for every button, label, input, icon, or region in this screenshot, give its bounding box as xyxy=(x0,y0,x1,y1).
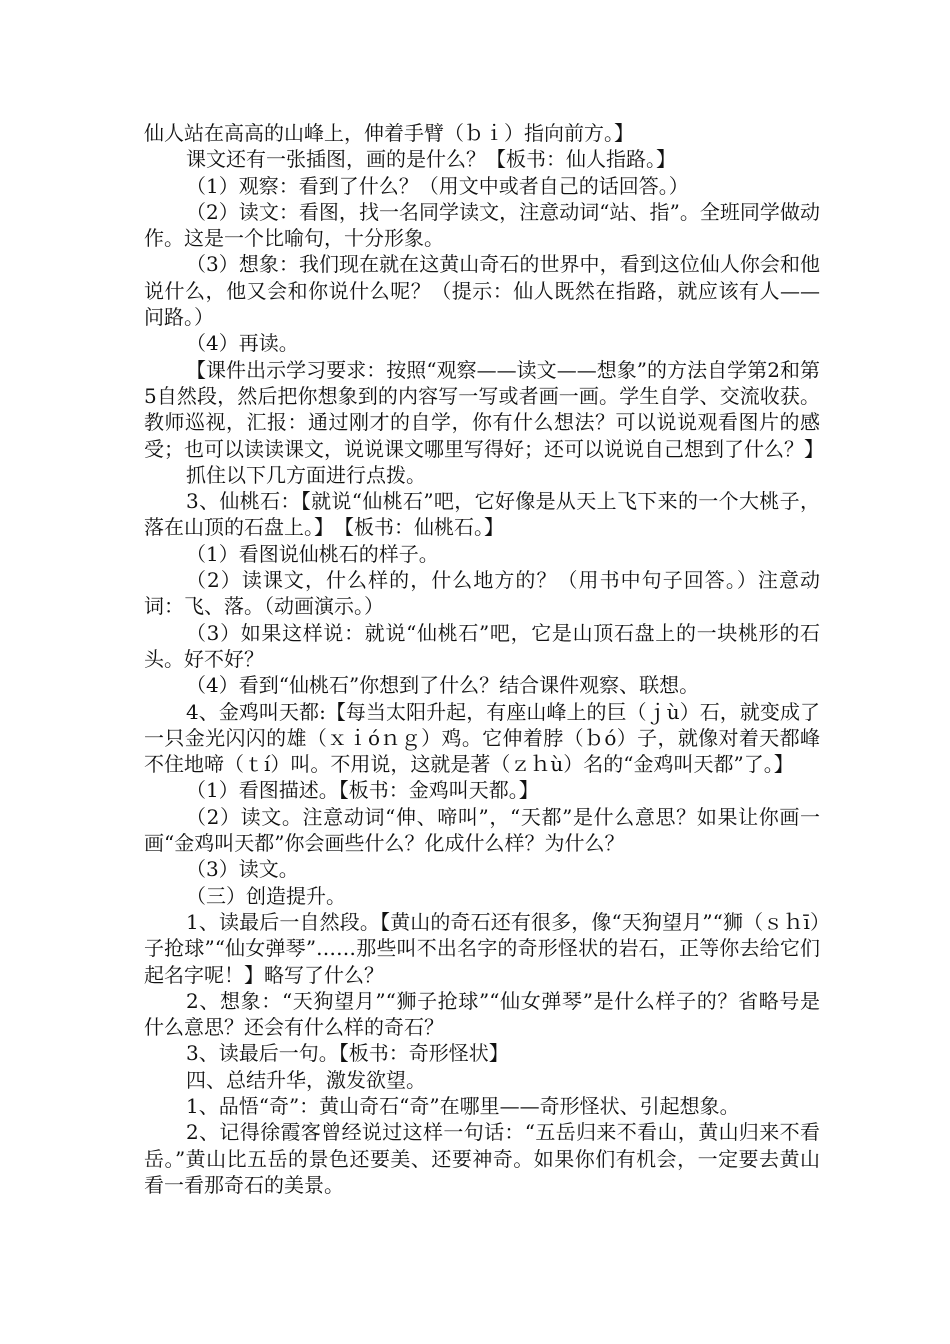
paragraph: 课文还有一张插图，画的是什么？【板书：仙人指路。】 xyxy=(186,147,676,172)
paragraph: 3、仙桃石：【就说“仙桃石”吧，它好像是从天上飞下来的一个大桃子，落在山顶的石盘上。】 【板书：仙桃石。】 xyxy=(144,489,820,540)
paragraph: （2）读文：看图，找一名同学读文，注意动词“站、指”。全班同学做动作。这是一个比喻句，十分形象。 xyxy=(144,199,820,251)
paragraph: （4）再读。 xyxy=(186,331,299,356)
paragraph: 4、金鸡叫天都:【每当太阳升起，有座山峰上的巨（ｊù）石，就变成了一只金光闪闪的雄（ｘｉóｎｇ）鸡。它伸着脖（ｂó）子，就像对着天都峰不住地啼（ｔí）叫。不用说，这就是著（ｚｈù）名的“金鸡叫天都”了。】 xyxy=(144,699,820,777)
paragraph: （2）读课文，什么样的，什么地方的？（用书中句子回答。）注意动词：飞、落。（动画演示。） xyxy=(144,568,820,619)
paragraph: 【课件出示学习要求：按照“观察——读文——想象”的方法自学第2和第5自然段，然后把你想象到的内容写一写或者画一画。学生自学、交流收获。教师巡视，汇报：通过刚才的自学，你有什么想法？可以说说观看图片的感受；也可以读读课文，说说课文哪里写得好；还可以说说自己想到了什么？】 xyxy=(144,357,824,461)
section-heading: 四、总结升华，激发欲望。 xyxy=(186,1067,426,1092)
paragraph: 2、记得徐霞客曾经说过这样一句话：“五岳归来不看山，黄山归来不看岳。”黄山比五岳的景色还要美、还要神奇。如果你们有机会，一定要去黄山看一看那奇石的美景。 xyxy=(144,1120,820,1197)
paragraph: （2）读文。注意动词“伸、啼叫”，“天都”是什么意思？如果让你画一画“金鸡叫天都”你会画些什么？化成什么样？为什么？ xyxy=(144,804,820,856)
paragraph: （3）读文。 xyxy=(186,857,299,882)
paragraph: （1）看图描述。【板书：金鸡叫天都。】 xyxy=(186,778,539,803)
paragraph: 1、读最后一自然段。【黄山的奇石还有很多，像“天狗望月”“狮（ｓｈī）子抢球”“仙女弹琴”……那些叫不出名字的奇形怪状的岩石，正等你去给它们起名字呢！】略写了什么？ xyxy=(144,909,820,987)
paragraph-continuation: 仙人站在高高的山峰上，伸着手臂（ｂｉ）指向前方。】 xyxy=(144,121,634,145)
section-heading: （三）创造提升。 xyxy=(186,883,346,908)
paragraph: （4）看到“仙桃石”你想到了什么？结合课件观察、联想。 xyxy=(186,673,700,698)
paragraph: 3、读最后一句。【板书：奇形怪状】 xyxy=(186,1041,509,1066)
paragraph: 抓住以下几方面进行点拨。 xyxy=(186,462,426,487)
paragraph: （1）看图说仙桃石的样子。 xyxy=(186,541,439,566)
paragraph: （3）想象：我们现在就在这黄山奇石的世界中，看到这位仙人你会和他说什么，他又会和你说什么呢？（提示：仙人既然在指路，就应该有人——问路。） xyxy=(144,252,820,330)
paragraph: 2、想象：“天狗望月”“狮子抢球”“仙女弹琴”是什么样子的？省略号是什么意思？还会有什么样的奇石？ xyxy=(144,988,820,1040)
paragraph: （1）观察：看到了什么？（用文中或者自己的话回答。） xyxy=(186,173,689,198)
document-body xyxy=(144,120,824,1198)
paragraph: 1、品悟“奇”：黄山奇石“奇”在哪里——奇形怪状、引起想象。 xyxy=(186,1093,740,1118)
paragraph: （3）如果这样说：就说“仙桃石”吧，它是山顶石盘上的一块桃形的石头。好不好？ xyxy=(144,620,820,671)
